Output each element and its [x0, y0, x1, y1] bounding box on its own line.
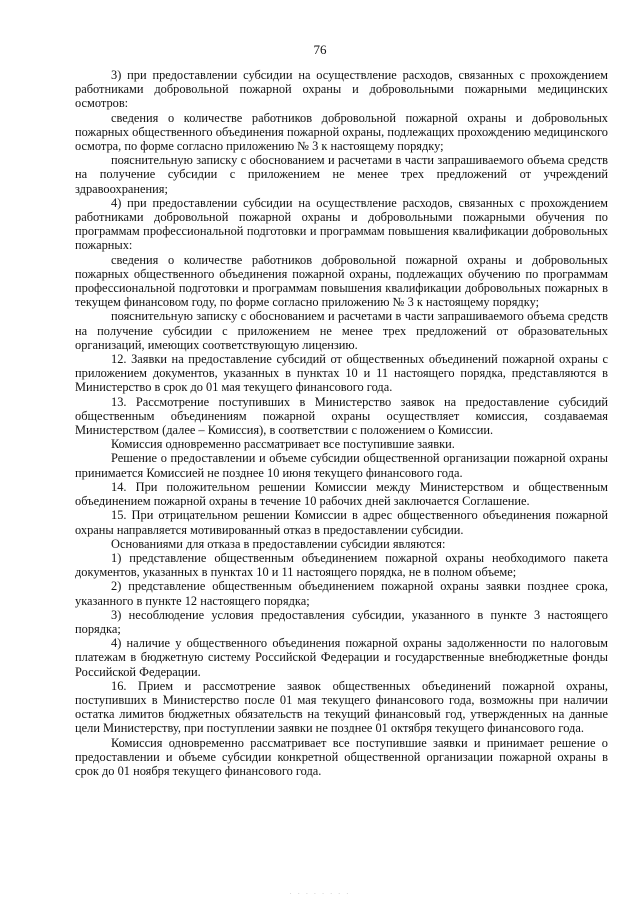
paragraph-13-commission: 13. Рассмотрение поступивших в Министерство заявок на предоставление субсидий общественным объединениям пожарной охраны осуществляет комиссия, создаваемая Министерством (далее – Комиссия), в соответствии с положением о Комиссии. [75, 394, 608, 438]
paragraph-medical-workers-info: сведения о количестве работников добровольной пожарной охраны и добровольных пожарных общественного объединения пожарной охраны, подлежащих прохождению медицинского осмотра, по форме согласно приложению № 3 к настоящему порядку; [75, 110, 608, 154]
paragraph-medical-explanatory-note: пояснительную записку с обоснованием и расчетами в части запрашиваемого объема средств на получение субсидии с приложением не менее трех предложений от учреждений здравоохранения; [75, 153, 608, 196]
paragraph-ground-3: 3) несоблюдение условия предоставления субсидии, указанного в пункте 3 настоящего порядка; [75, 607, 608, 636]
paragraph-4-training: 4) при предоставлении субсидии на осуществление расходов, связанных с прохождением работниками добровольной пожарной охраны и добровольными пожарными обучения по программам профессиональной подготовки и программам повышения квалификации добровольных пожарных: [75, 195, 608, 253]
document-body [75, 68, 608, 778]
paragraph-ground-4: 4) наличие у общественного объединения пожарной охраны задолженности по налоговым платежам в бюджетную систему Российской Федерации и государственные внебюджетные фонды Российской Федерации. [75, 636, 608, 679]
paragraph-ground-1: 1) представление общественным объединением пожарной охраны необходимого пакета документов, указанных в пунктах 10 и 11 настоящего порядка, не в полном объеме; [75, 550, 608, 580]
paragraph-commission-final-decision: Комиссия одновременно рассматривает все поступившие заявки и принимает решение о предоставлении и объеме субсидии конкретной общественной организации пожарной охраны в срок до 01 ноября текущего финансового года. [75, 735, 608, 778]
paragraph-15-refusal: 15. При отрицательном решении Комиссии в адрес общественного объединения пожарной охраны направляется мотивированный отказ в предоставлении субсидии. [75, 508, 608, 537]
paragraph-commission-reviews: Комиссия одновременно рассматривает все поступившие заявки. [111, 437, 455, 452]
paragraph-12-applications: 12. Заявки на предоставление субсидий от общественных объединений пожарной охраны с приложением документов, указанных в пунктах 10 и 11 настоящего порядка, представляются в Министерство в срок до 01 мая текущего финансового года. [75, 352, 608, 395]
paragraph-ground-2: 2) представление общественным объединением пожарной охраны заявки позднее срока, указанного в пункте 12 настоящего порядка; [75, 579, 608, 608]
paragraph-refusal-grounds: Основаниями для отказа в предоставлении субсидии являются: [111, 536, 446, 551]
paragraph-training-explanatory-note: пояснительную записку с обоснованием и расчетами в части запрашиваемого объема средств на получение субсидии с приложением не менее трех предложений от образовательных организаций, имеющих соответствующую лицензию. [75, 309, 608, 352]
paragraph-decision-deadline: Решение о предоставлении и объеме субсидии общественной организации пожарной охраны принимается Комиссией не позднее 10 июня текущего финансового года. [75, 451, 608, 480]
scan-artifact: · · · · · · · · [289, 890, 351, 898]
paragraph-16-late-applications: 16. Прием и рассмотрение заявок общественных объединений пожарной охраны, поступивших в Министерство после 01 мая текущего финансового года, возможны при наличии остатка лимитов бюджетных обязательств на текущий финансовый год, утвержденных на данные цели Министерству, при поступлении заявки не позднее 01 октября текущего финансового года. [75, 678, 608, 736]
page-number: 76 [313, 42, 327, 57]
paragraph-training-workers-info: сведения о количестве работников добровольной пожарной охраны и добровольных пожарных общественного объединения пожарной охраны, подлежащих обучению по программам профессиональной подготовки и программам повышения квалификации добровольных пожарных в текущем финансовом году, по форме согласно приложению № 3 к настоящему порядку; [75, 252, 608, 310]
paragraph-3-medical-exams: 3) при предоставлении субсидии на осуществление расходов, связанных с прохождением работниками добровольной пожарной охраны и добровольными пожарными медицинских осмотров: [75, 68, 608, 111]
paragraph-14-agreement: 14. При положительном решении Комиссии между Министерством и общественным объединением пожарной охраны в течение 10 рабочих дней заключается Соглашение. [75, 479, 608, 509]
